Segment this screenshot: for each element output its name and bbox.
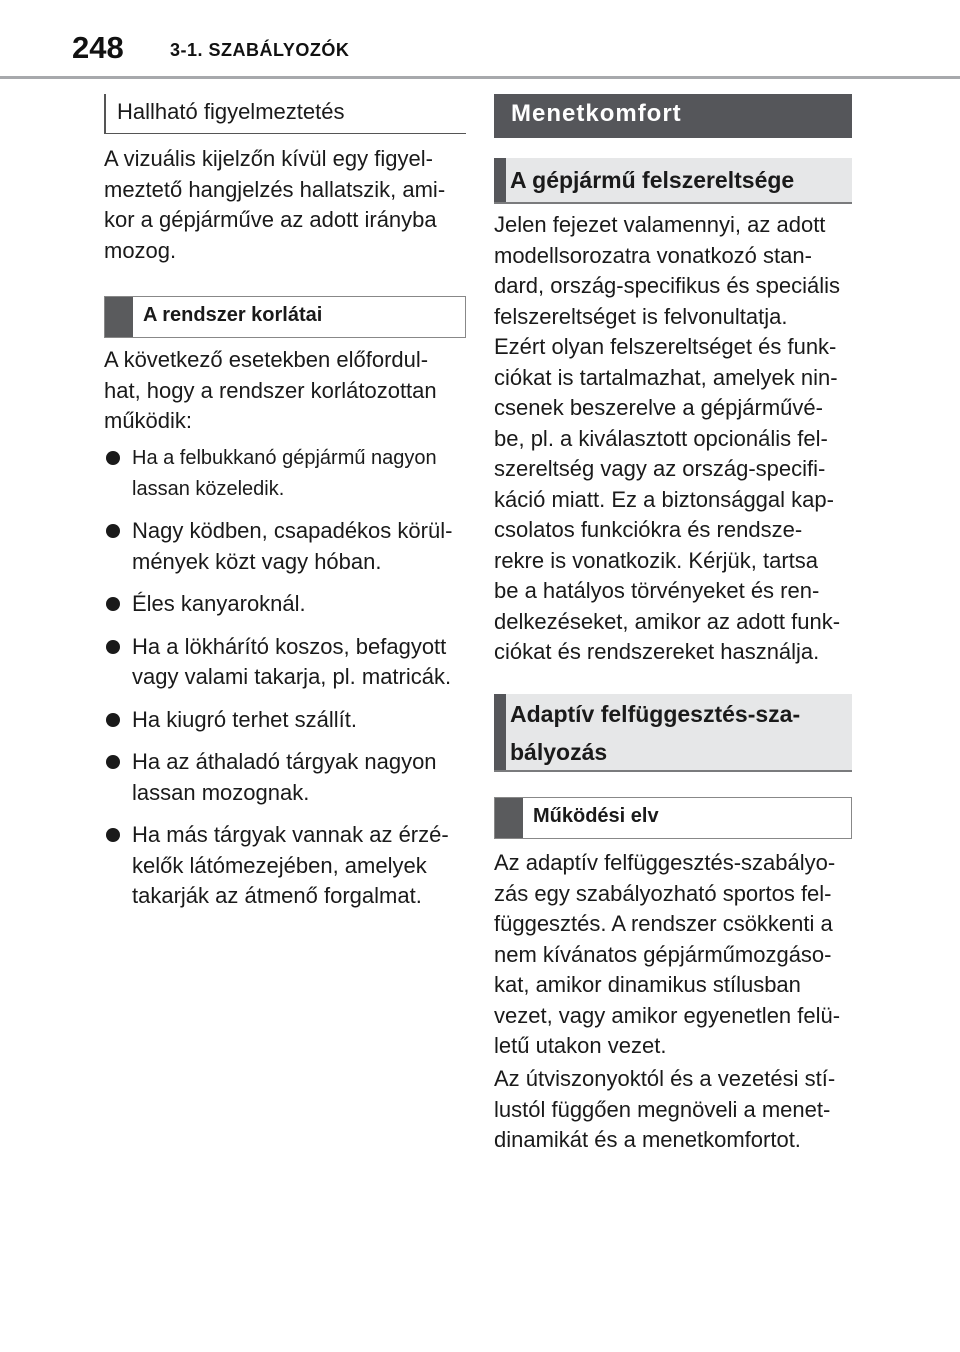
bullet-icon (106, 755, 120, 769)
list-item: Ha kiugró terhet szállít. (104, 705, 466, 736)
heading-system-limits-text: A rendszer korlátai (143, 304, 323, 326)
heading-ride-comfort-text: Menetkomfort (511, 100, 682, 127)
vehicle-equipment-paragraph: Jelen fejezet valamennyi, az adott modellsorozatra vonatkozó stan- dard, ország-specifikus és speciális felszereltséget is felvonultatja. Ezért olyan felszereltséget és funk- ciókat is tartalmazhat, amelyek nin- csenek beszerelve a gépjárművé- be, pl. a kiválasztott opcionális fel- szereltség vagy az ország-specifi- káció miatt. Ez a biztonsággal kap- csolatos funkciókra és rendsze- rekre is vonatkozik. Kérjük, tartsa be a hatályos törvényeket és ren- delkezéseket, amikor az adott funk- ciókat és rendszereket használja. (494, 212, 841, 664)
list-item: Ha a felbukkanó gépjármű nagyon lassan közeledik. (104, 443, 466, 504)
heading-operating-principle (494, 797, 852, 839)
heading-ride-comfort (494, 94, 852, 138)
operating-principle-paragraph-2: Az útviszonyoktól és a vezetési stí- lustól függően megnöveli a menet- dinamikát és a menetkomfortot. (494, 1066, 836, 1152)
heading-system-limits (104, 296, 466, 338)
page-header (0, 0, 960, 80)
heading-audible-warning-text: Hallható figyelmeztetés (117, 99, 345, 124)
bullet-icon (106, 828, 120, 842)
list-item: Ha az áthaladó tárgyak nagyon lassan mozognak. (104, 747, 466, 808)
header-divider (0, 76, 960, 79)
list-item: Éles kanyaroknál. (104, 589, 466, 620)
heading-audible-warning (104, 94, 466, 134)
section-title: 3-1. SZABÁLYOZÓK (170, 40, 350, 60)
list-item: Nagy ködben, csapadékos körül- mények közt vagy hóban. (104, 516, 466, 577)
heading-adaptive-suspension-text: Adaptív felfüggesztés-sza- bályozás (510, 701, 801, 765)
bullet-icon (106, 713, 120, 727)
bullet-icon (106, 597, 120, 611)
bullet-icon (106, 640, 120, 654)
heading-vehicle-equipment (494, 158, 852, 204)
system-limits-intro: A következő esetekben előfordul- hat, hogy a rendszer korlátozottan működik: (104, 347, 437, 433)
limits-bullet-list (104, 443, 466, 924)
audible-warning-paragraph: A vizuális kijelzőn kívül egy figyel- meztető hangjelzés hallatszik, ami- kor a gépjárműve az adott irányba mozog. (104, 146, 446, 263)
bullet-icon (106, 524, 120, 538)
heading-adaptive-suspension (494, 694, 852, 772)
list-item: Ha a lökhárító koszos, befagyott vagy valami takarja, pl. matricák. (104, 632, 466, 693)
bullet-icon (106, 451, 120, 465)
heading-operating-principle-text: Működési elv (533, 805, 659, 827)
heading-vehicle-equipment-text: A gépjármű felszereltsége (510, 167, 795, 193)
operating-principle-paragraph-1: Az adaptív felfüggesztés-szabályo- zás egy szabályozható sportos fel- függesztés. A rendszer csökkenti a nem kívánatos gépjárműmozgáso- kat, amikor dinamikus stílusban vezet, vagy amikor egyenetlen felü- letű utakon vezet. (494, 850, 841, 1058)
list-item: Ha más tárgyak vannak az érzé- kelők látómezejében, amelyek takarják az átmenő forgalmat. (104, 820, 466, 912)
page-number: 248 (72, 30, 124, 65)
